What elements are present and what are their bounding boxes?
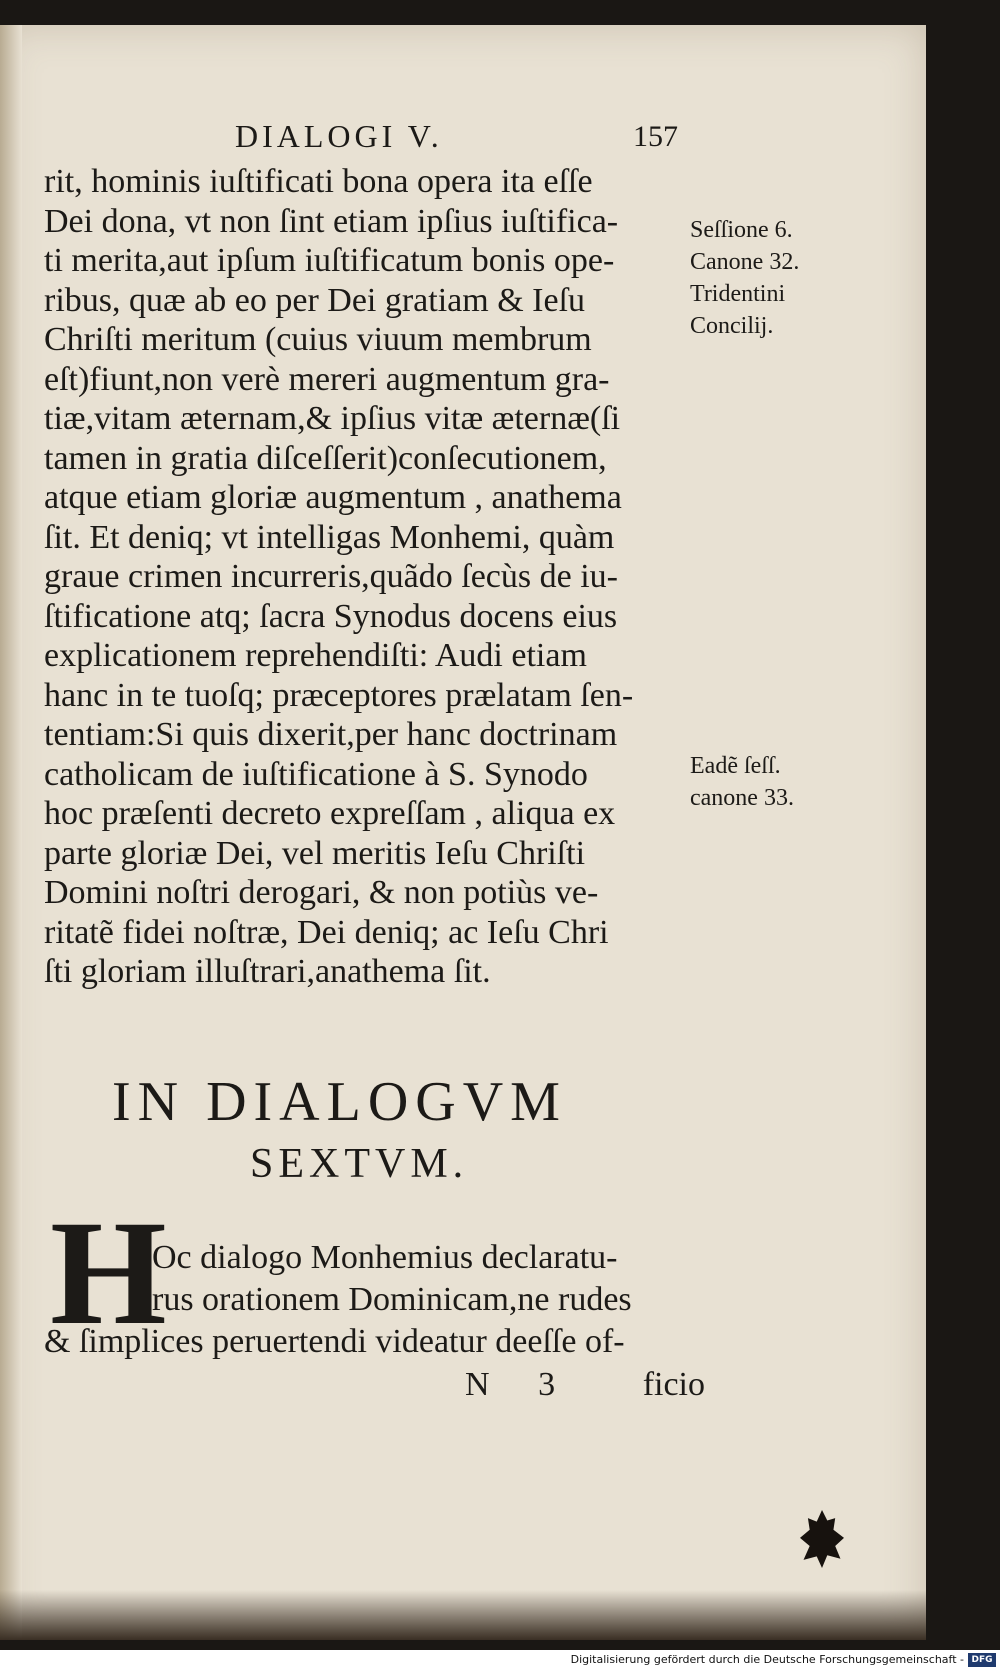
text-line: ſtificatione atq; ſacra Synodus docens eius (44, 597, 618, 635)
marginal-line: canone 33. (690, 785, 794, 811)
text-line: rit, hominis iuſtificati bona opera ita eſſe (44, 163, 593, 200)
page-gutter-shadow (0, 25, 22, 1640)
text-line: ritatẽ fidei noſtræ, Dei deniq; ac Ieſu Chri (44, 913, 609, 951)
paragraph-dialogue-intro (44, 1237, 704, 1363)
drop-cap-initial: H (50, 1190, 167, 1356)
text-line: Oc dialogo Monhemius declaratu- (152, 1239, 618, 1276)
marginal-line: Seſſione 6. (690, 217, 793, 243)
text-line: atque etiam gloriæ augmentum , anathema (44, 479, 622, 516)
signature-line (465, 1366, 705, 1404)
dfg-logo: DFG (968, 1653, 996, 1667)
text-line: Chriſti meritum (cuius viuum membrum (44, 321, 592, 358)
section-subheading: SEXTVM. (250, 1141, 469, 1187)
text-line: parte gloriæ Dei, vel meritis Ieſu Chriſti (44, 834, 586, 872)
text-line: tamen in gratia diſceſſerit)conſecutionem, (44, 439, 607, 477)
text-line: tentiam:Si quis dixerit,per hanc doctrinam (44, 716, 618, 753)
body-text (44, 162, 684, 992)
page-number: 157 (633, 120, 678, 153)
footer-credit: Digitalisierung gefördert durch die Deutsche Forschungsgemeinschaft - (570, 1653, 964, 1666)
running-head: DIALOGI V. (235, 118, 443, 154)
marginal-line: Canone 32. (690, 249, 800, 275)
text-line: ribus, quæ ab eo per Dei gratiam & Ieſu (44, 281, 586, 319)
catchword: ficio (642, 1366, 705, 1403)
footer-bar (0, 1650, 1000, 1671)
text-line: ſit. Et deniq; vt intelligas Monhemi, quàm (44, 518, 615, 556)
text-line: rus orationem Dominicam,ne rudes (152, 1281, 632, 1318)
signature-number: 3 (538, 1366, 556, 1403)
text-line: catholicam de iuſtificatione à S. Synodo (44, 755, 588, 793)
text-line: tiæ,vitam æternam,& ipſius vitæ æternæ(ſi (44, 400, 621, 437)
marginal-line: Tridentini (690, 281, 786, 307)
text-line: Dei dona, vt non ſint etiam ipſius iuſtifica- (44, 202, 619, 240)
text-line: eſt)fiunt,non verè mereri augmentum gra- (44, 360, 610, 398)
text-line: Domini noſtri derogari, & non potiùs ve- (44, 874, 599, 911)
text-line: hoc præſenti decreto expreſſam , aliqua ex (44, 795, 616, 832)
text-line: ſti gloriam illuſtrari,anathema ſit. (44, 953, 491, 990)
text-line: ti merita,aut ipſum iuſtificatum bonis ope- (44, 242, 615, 279)
page-bottom-edge (0, 1590, 926, 1640)
marginal-line: Eadẽ ſeſſ. (690, 753, 781, 779)
marginal-line: Concilij. (690, 313, 774, 339)
text-line: explicationem reprehendiſti: Audi etiam (44, 637, 587, 674)
section-heading: IN DIALOGVM (112, 1071, 567, 1133)
signature-mark: N (465, 1366, 490, 1403)
text-line: graue crimen incurreris,quãdo ſecùs de iu- (44, 558, 618, 595)
text-line: & ſimplices peruertendi videatur deeſſe of- (44, 1323, 625, 1360)
marginal-note-canon-33 (690, 750, 794, 814)
text-line: hanc in te tuoſq; præceptores prælatam ſen- (44, 676, 634, 714)
marginal-note-session-6 (690, 214, 799, 342)
